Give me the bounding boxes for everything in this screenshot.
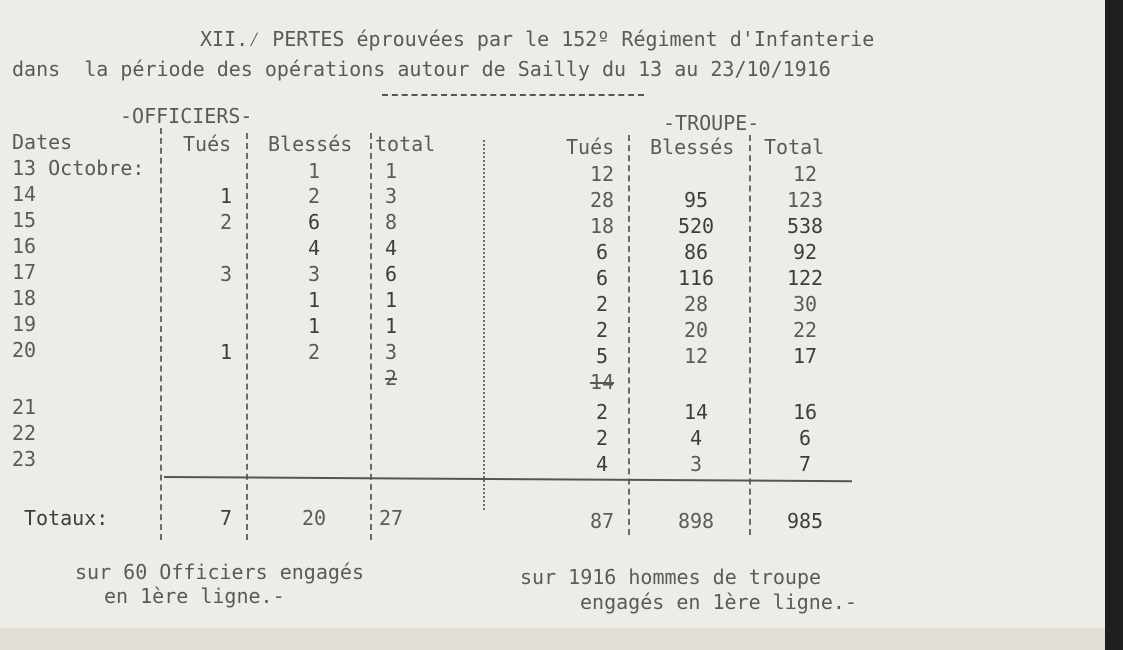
troupe-header: -TROUPE- xyxy=(663,111,760,135)
scan-border xyxy=(1105,0,1123,650)
total-off-tues: 7 xyxy=(219,506,233,530)
officiers-header: -OFFICIERS- xyxy=(120,104,253,128)
row-off-blesses: 3 xyxy=(307,262,321,286)
row-off-tues: 2 xyxy=(219,210,233,234)
row-date: 21 xyxy=(12,395,37,419)
row-date: 14 xyxy=(12,182,37,206)
row-off-total: 6 xyxy=(384,262,398,286)
column-separator xyxy=(160,128,162,540)
row-tr-tues: 28 xyxy=(589,188,615,212)
row-date: 16 xyxy=(12,234,37,258)
row-off-blesses: 2 xyxy=(307,184,321,208)
row-tr-tues: 6 xyxy=(595,240,609,264)
title-line-1: XII.⁄ PERTES éprouvées par le 152º Régiment d'Infanterie xyxy=(200,27,875,51)
row-tr-blesses: 3 xyxy=(689,452,703,476)
section-separator xyxy=(483,140,485,510)
row-tr-tues: 6 xyxy=(595,266,609,290)
row-tr-blesses: 116 xyxy=(677,266,715,290)
row-off-total: 1 xyxy=(384,288,398,312)
row-off-tues: 1 xyxy=(219,340,233,364)
row-tr-tues: 5 xyxy=(595,344,609,368)
footer-troupe-line-2: engagés en 1ère ligne.- xyxy=(580,590,857,614)
row-tr-total: 17 xyxy=(792,344,818,368)
row-off-blesses: 6 xyxy=(307,210,321,234)
row-tr-total: 12 xyxy=(792,162,818,186)
row-date: 23 xyxy=(12,447,37,471)
row-tr-blesses: 4 xyxy=(689,426,703,450)
dates-header: Dates xyxy=(12,130,73,154)
row-tr-tues: 18 xyxy=(589,214,615,238)
officiers-total-header: total xyxy=(375,132,436,156)
footer-officiers-line-1: sur 60 Officiers engagés xyxy=(75,560,364,584)
row-off-tues: 3 xyxy=(219,262,233,286)
row-off-total: 4 xyxy=(384,236,398,260)
row-tr-total: 123 xyxy=(786,188,824,212)
row-tr-total: 6 xyxy=(798,426,812,450)
column-separator xyxy=(749,135,751,535)
row-date: 13 Octobre: xyxy=(12,156,145,180)
row-tr-tues: 2 xyxy=(595,426,609,450)
row-tr-tues: 2 xyxy=(595,292,609,316)
row-tr-blesses: 95 xyxy=(683,188,709,212)
row-off-total: 1 xyxy=(384,314,398,338)
row-off-blesses: 1 xyxy=(307,159,321,183)
row-tr-total: 122 xyxy=(786,266,824,290)
row-tr-tues: 12 xyxy=(589,162,615,186)
troupe-total-header: Total xyxy=(764,135,825,159)
footer-troupe-line-1: sur 1916 hommes de troupe xyxy=(520,565,822,589)
row-date: 17 xyxy=(12,260,37,284)
row-off-total: 1 xyxy=(384,159,398,183)
officiers-tues-header: Tués xyxy=(183,132,232,156)
row-tr-tues: 4 xyxy=(595,452,609,476)
row-tr-total: 30 xyxy=(792,292,818,316)
total-off-total: 27 xyxy=(378,506,404,530)
total-tr-total: 985 xyxy=(786,509,824,533)
row-off-blesses: 1 xyxy=(307,288,321,312)
row-off-blesses: 2 xyxy=(307,340,321,364)
total-tr-tues: 87 xyxy=(589,509,615,533)
troupe-tues-header: Tués xyxy=(566,135,615,159)
row-tr-total: 92 xyxy=(792,240,818,264)
row-tr-blesses: 12 xyxy=(683,344,709,368)
row-tr-total: 22 xyxy=(792,318,818,342)
row-off-total-struck: 2 xyxy=(384,366,398,390)
row-tr-blesses: 520 xyxy=(677,214,715,238)
row-tr-blesses: 20 xyxy=(683,318,709,342)
row-tr-tues: 2 xyxy=(595,400,609,424)
row-tr-total: 538 xyxy=(786,214,824,238)
row-date: 20 xyxy=(12,338,37,362)
row-tr-total: 7 xyxy=(798,452,812,476)
footer-officiers-line-2: en 1ère ligne.- xyxy=(104,584,285,608)
row-tr-blesses: 14 xyxy=(683,400,709,424)
total-off-blesses: 20 xyxy=(301,506,327,530)
totaux-label: Totaux: xyxy=(24,506,109,530)
row-tr-tues-struck: 14 xyxy=(589,370,615,394)
officiers-blesses-header: Blessés xyxy=(268,132,353,156)
row-off-tues: 1 xyxy=(219,184,233,208)
row-tr-blesses: 86 xyxy=(683,240,709,264)
row-date: 22 xyxy=(12,421,37,445)
row-tr-blesses: 28 xyxy=(683,292,709,316)
row-off-total: 3 xyxy=(384,340,398,364)
row-date: 18 xyxy=(12,286,37,310)
row-tr-tues: 2 xyxy=(595,318,609,342)
title-underline xyxy=(382,94,644,96)
row-off-blesses: 4 xyxy=(307,236,321,260)
troupe-blesses-header: Blessés xyxy=(650,135,735,159)
row-off-total: 3 xyxy=(384,184,398,208)
row-tr-total: 16 xyxy=(792,400,818,424)
row-off-blesses: 1 xyxy=(307,314,321,338)
row-off-total: 8 xyxy=(384,210,398,234)
row-date: 15 xyxy=(12,208,37,232)
page-bottom-edge xyxy=(0,628,1105,650)
row-date: 19 xyxy=(12,312,37,336)
total-tr-blesses: 898 xyxy=(677,509,715,533)
title-line-2: dans la période des opérations autour de Sailly du 13 au 23/10/1916 xyxy=(12,57,831,81)
